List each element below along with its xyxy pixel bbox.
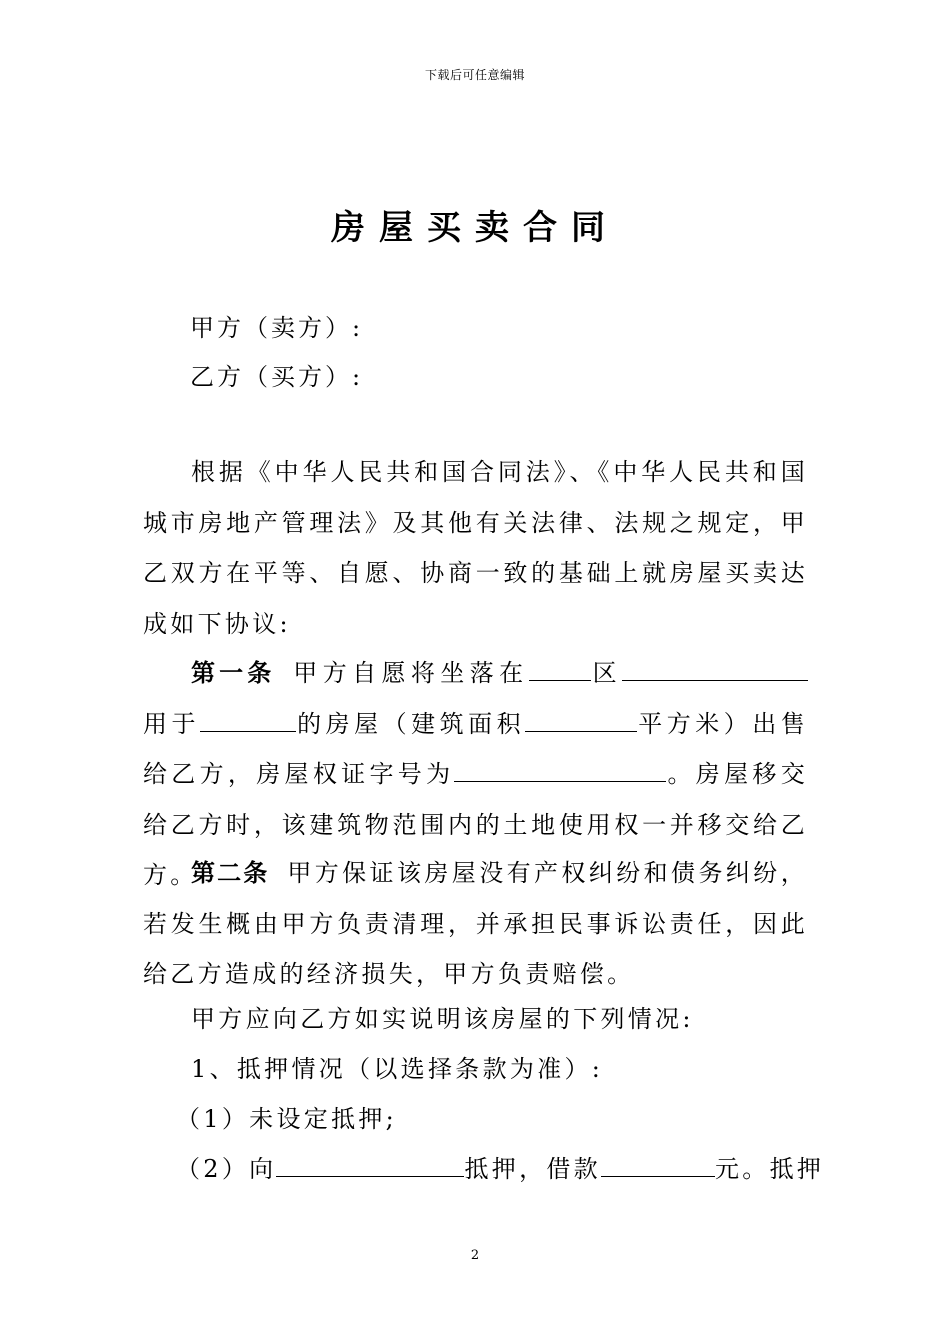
mortgagee-blank [276,1152,464,1177]
mortgage-option-1: （1）未设定抵押; [176,1105,398,1133]
certificate-number-blank [454,757,666,782]
article-1-text-3: 用于 [143,709,200,738]
area-blank [525,707,637,732]
mortgage-option-2 [176,1149,824,1184]
seller-label: 甲方（卖方）: [190,314,364,342]
disclosure-intro: 甲方应向乙方如实说明该房屋的下列情况: [191,1005,694,1033]
article-1-text-5: 平方米）出售给乙方，房屋权证字号为 [143,709,808,788]
article-1-text-4: 的房屋（建筑面积 [295,709,526,738]
article-1-text-6: 。房屋移交给乙方时，该建筑物范围内的土地使用权一并移交给乙方。 [143,760,808,889]
buyer-label: 乙方（买方）: [190,363,364,391]
loan-amount-blank [601,1152,715,1177]
article-1-text-1: 甲方自愿将坐落在 [293,659,529,687]
preamble-paragraph: 根据《中华人民共和国合同法》、《中华人民共和国城市房地产管理法》及其他有关法律、法规之规定，甲乙双方在平等、自愿、协商一致的基础上就房屋买卖达成如下协议: [143,458,808,638]
article-2 [143,848,808,1000]
location-blank [622,656,808,681]
mortgage-option-2-text-c: 元。抵押 [714,1155,825,1183]
mortgage-option-2-text-b: 抵押，借款 [464,1155,601,1183]
page-number: 2 [470,1248,480,1263]
article-2-text: 甲方保证该房屋没有产权纠纷和债务纠纷，若发生概由甲方负责清理，并承担民事诉讼责任，因此给乙方造成的经济损失，甲方负责赔偿。 [143,859,808,988]
page-header-note: 下载后可任意编辑 [424,68,525,82]
document-title: 房屋买卖合同 [331,208,619,248]
usage-blank [200,707,296,732]
article-1-heading: 第一条 [191,659,276,687]
article-1-text-2: 区 [590,659,622,687]
mortgage-heading: 1、抵押情况（以选择条款为准）: [191,1055,604,1083]
district-blank [529,656,591,681]
article-2-heading: 第二条 [191,859,270,887]
mortgage-option-2-text-a: （2）向 [176,1155,277,1183]
